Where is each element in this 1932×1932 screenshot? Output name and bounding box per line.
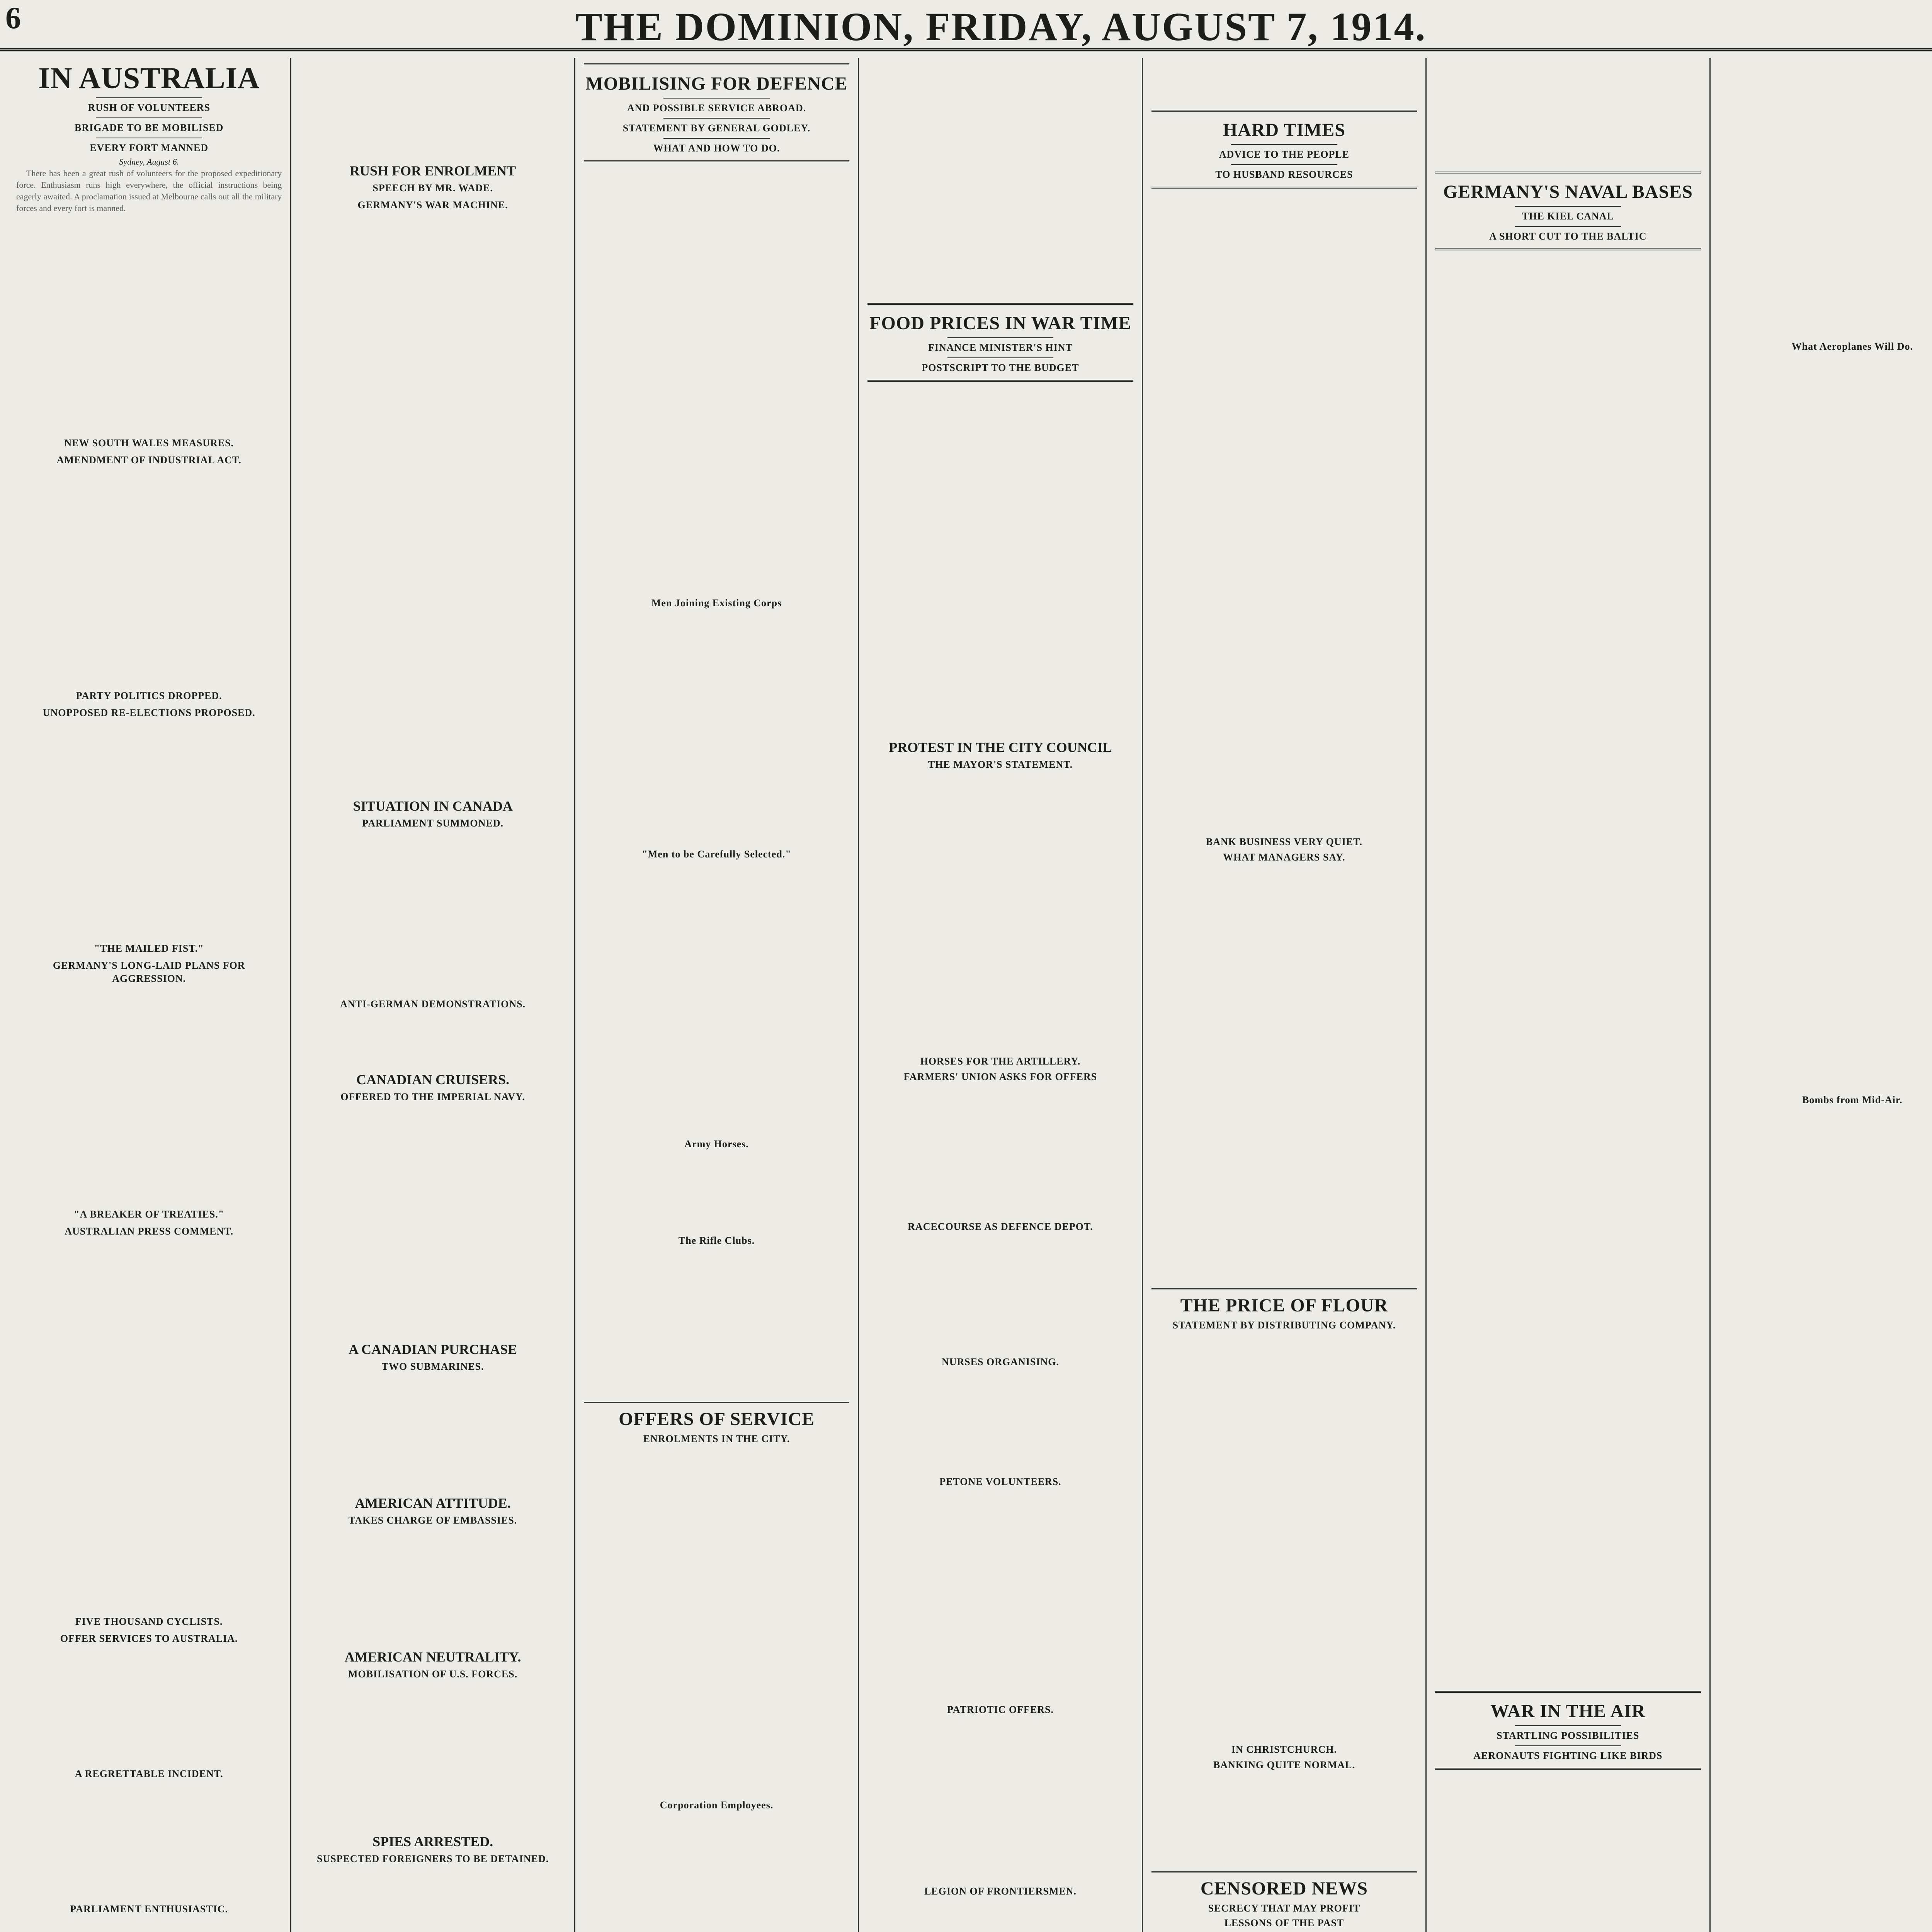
section-heading: AUSTRALIAN PRESS COMMENT. (65, 1226, 234, 1237)
section-heading: The Rifle Clubs. (678, 1235, 755, 1246)
divider (1515, 1745, 1621, 1746)
headline-box (584, 63, 849, 162)
headline-in-australia: IN AUSTRALIA (38, 61, 260, 95)
article-body (1151, 194, 1417, 832)
masthead (0, 0, 1932, 51)
section-heading: "A BREAKER OF TREATIES." (74, 1209, 224, 1220)
divider (663, 138, 770, 139)
article-body (300, 58, 565, 158)
article-body (584, 1250, 849, 1396)
article-body (867, 1236, 1133, 1352)
column-5 (1143, 58, 1427, 1932)
article-body (867, 58, 1133, 298)
section-heading: RACECOURSE AS DEFENCE DEPOT. (908, 1221, 1093, 1232)
subhead: SPEECH BY MR. WADE. (372, 182, 493, 194)
section-heading: A CANADIAN PURCHASE (349, 1342, 517, 1357)
article-body (584, 168, 849, 593)
column-2 (291, 58, 575, 1932)
subhead: BANKING QUITE NORMAL. (1213, 1759, 1355, 1770)
subhead: OFFERED TO THE IMPERIAL NAVY. (340, 1091, 525, 1102)
divider (1515, 1725, 1621, 1726)
section-heading: GERMANY'S LONG-LAID PLANS FOR AGGRESSION. (53, 960, 245, 984)
article-body (300, 1375, 565, 1491)
article-body (867, 1085, 1133, 1216)
divider (1151, 1288, 1417, 1289)
section-heading: Army Horses. (684, 1138, 749, 1150)
subhead: AND POSSIBLE SERVICE ABROAD. (627, 102, 806, 114)
article-body (300, 1682, 565, 1829)
subhead: THE MAYOR'S STATEMENT. (928, 759, 1073, 770)
headline-war-in-air: WAR IN THE AIR (1490, 1701, 1646, 1721)
column-1 (8, 58, 291, 1932)
section-heading: FIVE THOUSAND CYCLISTS. (75, 1616, 223, 1627)
article-body (300, 1867, 565, 1932)
column-3 (575, 58, 859, 1932)
section-heading: LEGION OF FRONTIERSMEN. (924, 1886, 1077, 1897)
section-heading: IN CHRISTCHURCH. (1231, 1744, 1337, 1755)
subhead: ADVICE TO THE PEOPLE (1219, 149, 1349, 160)
subhead: FARMERS' UNION ASKS FOR OFFERS (903, 1071, 1097, 1082)
divider (96, 97, 202, 98)
section-heading: CENSORED NEWS (1200, 1878, 1368, 1899)
subhead: THE KIEL CANAL (1522, 211, 1614, 222)
page-number: 6 (5, 1, 21, 35)
subhead: WHAT MANAGERS SAY. (1223, 852, 1345, 863)
article-body (16, 216, 282, 433)
headline-hard-times: HARD TIMES (1223, 120, 1345, 140)
article-body (1151, 58, 1417, 104)
section-heading: NURSES ORGANISING. (941, 1356, 1060, 1367)
headline-mobilising: MOBILISING FOR DEFENCE (585, 73, 848, 94)
article-body (16, 469, 282, 685)
subhead-rush-of-volunteers: RUSH OF VOLUNTEERS (88, 102, 210, 113)
article-body (300, 1105, 565, 1337)
subhead: POSTSCRIPT TO THE BUDGET (922, 362, 1079, 373)
section-heading: PATRIOTIC OFFERS. (947, 1704, 1054, 1715)
section-heading: "THE MAILED FIST." (94, 943, 204, 954)
dateline: Sydney, August 6. (119, 157, 179, 167)
subhead-brigade: BRIGADE TO BE MOBILISED (74, 122, 224, 133)
article-body (1719, 355, 1932, 1090)
article-body (1151, 1773, 1417, 1866)
article-body (1151, 866, 1417, 1283)
headline-box (1435, 172, 1701, 250)
subhead: TAKES CHARGE OF EMBASSIES. (348, 1515, 517, 1526)
section-heading: OFFERS OF SERVICE (619, 1409, 815, 1429)
article-body (584, 1153, 849, 1230)
subhead: LESSONS OF THE PAST (1224, 1917, 1344, 1929)
subhead: PARLIAMENT SUMMONED. (362, 818, 503, 829)
divider (584, 1402, 849, 1403)
headline-food-prices: FOOD PRICES IN WAR TIME (869, 313, 1131, 333)
article-body (867, 773, 1133, 1051)
section-heading: What Aeroplanes Will Do. (1791, 341, 1913, 352)
article-body (16, 1648, 282, 1764)
article-body (300, 214, 565, 794)
divider (1151, 1871, 1417, 1872)
article-body (300, 1013, 565, 1067)
section-heading: Corporation Employees. (660, 1799, 774, 1811)
divider (947, 357, 1054, 358)
article-body (867, 1900, 1133, 1932)
section-heading: PARLIAMENT ENTHUSIASTIC. (70, 1903, 228, 1915)
article-body (1719, 58, 1932, 336)
subhead: TO HUSBAND RESOURCES (1215, 169, 1353, 180)
article-body (16, 722, 282, 938)
article-body (300, 832, 565, 994)
subhead: SECRECY THAT MAY PROFIT (1208, 1903, 1361, 1914)
section-heading: OFFER SERVICES TO AUSTRALIA. (60, 1633, 238, 1644)
article-body (16, 988, 282, 1204)
article-body (584, 1447, 849, 1795)
subhead: FINANCE MINISTER'S HINT (928, 342, 1073, 353)
divider (1231, 144, 1337, 145)
article-body (1435, 256, 1701, 1685)
article-body (300, 1529, 565, 1645)
section-heading: PROTEST IN THE CITY COUNCIL (889, 740, 1112, 755)
article-body (867, 387, 1133, 735)
subhead: STATEMENT BY GENERAL GODLEY. (622, 122, 811, 134)
article-body (16, 1240, 282, 1611)
divider (663, 118, 770, 119)
section-heading: SPIES ARRESTED. (372, 1834, 493, 1849)
section-heading: "Men to be Carefully Selected." (642, 849, 791, 860)
section-heading: SITUATION IN CANADA (353, 798, 513, 814)
divider (96, 117, 202, 118)
subhead: A SHORT CUT TO THE BALTIC (1489, 231, 1647, 242)
section-heading: AMERICAN ATTITUDE. (355, 1495, 511, 1511)
headline-box (1151, 110, 1417, 189)
article-body (584, 612, 849, 844)
divider (947, 337, 1054, 338)
subhead: AERONAUTS FIGHTING LIKE BIRDS (1473, 1750, 1663, 1761)
section-heading: PARTY POLITICS DROPPED. (76, 690, 222, 701)
section-heading: AMERICAN NEUTRALITY. (344, 1649, 521, 1665)
page-columns (8, 58, 1932, 1932)
section-heading: CANADIAN CRUISERS. (356, 1072, 510, 1087)
divider (663, 98, 770, 99)
divider (1231, 164, 1337, 165)
section-heading: THE PRICE OF FLOUR (1180, 1295, 1388, 1316)
headline-box (867, 303, 1133, 382)
article-body (16, 1783, 282, 1899)
article-body (16, 1918, 282, 1932)
section-heading: ANTI-GERMAN DEMONSTRATIONS. (340, 998, 526, 1010)
article-body (1435, 58, 1701, 166)
subhead: WHAT AND HOW TO DO. (653, 143, 780, 154)
subhead-every-fort: EVERY FORT MANNED (90, 142, 209, 153)
subhead: SUSPECTED FOREIGNERS TO BE DETAINED. (317, 1853, 549, 1864)
subhead: STATEMENT BY DISTRIBUTING COMPANY. (1172, 1320, 1396, 1331)
section-heading: A REGRETTABLE INCIDENT. (75, 1768, 223, 1779)
subhead: MOBILISATION OF U.S. FORCES. (348, 1668, 518, 1680)
section-heading: HORSES FOR THE ARTILLERY. (920, 1056, 1081, 1067)
article-body (584, 1814, 849, 1930)
section-heading: Men Joining Existing Corps (651, 597, 782, 609)
section-heading: AMENDMENT OF INDUSTRIAL ACT. (56, 454, 242, 466)
column-4 (859, 58, 1143, 1932)
article-body (584, 863, 849, 1134)
headline-box (1435, 1691, 1701, 1770)
column-7 (1711, 58, 1932, 1932)
subhead: ENROLMENTS IN THE CITY. (643, 1433, 790, 1444)
headline-naval-bases: GERMANY'S NAVAL BASES (1443, 182, 1693, 202)
section-heading: PETONE VOLUNTEERS. (939, 1476, 1061, 1487)
divider (1515, 226, 1621, 227)
article-body (867, 1371, 1133, 1471)
subhead: STARTLING POSSIBILITIES (1497, 1730, 1639, 1741)
section-heading: Bombs from Mid-Air. (1802, 1094, 1903, 1105)
subhead: TWO SUBMARINES. (381, 1361, 484, 1372)
section-heading: NEW SOUTH WALES MEASURES. (64, 437, 234, 449)
section-heading: RUSH FOR ENROLMENT (350, 163, 516, 179)
divider (1515, 206, 1621, 207)
article-body (867, 1491, 1133, 1699)
article-body (1151, 1333, 1417, 1739)
section-heading: BANK BUSINESS VERY QUIET. (1206, 836, 1362, 847)
section-heading: GERMANY'S WAR MACHINE. (357, 199, 508, 211)
article-text: There has been a great rush of volunteers for the proposed expeditionary force. Enthusiasm runs high everywhere, the official instructions being eagerly awaited. A proclamation issued at Melbourne calls out all the military forces and every fort is manned. (16, 168, 282, 213)
newspaper-title: THE DOMINION, FRIDAY, AUGUST 7, 1914. (575, 5, 1427, 49)
article-body (867, 1719, 1133, 1881)
section-heading: UNOPPOSED RE-ELECTIONS PROPOSED. (43, 707, 255, 718)
column-6 (1427, 58, 1710, 1932)
